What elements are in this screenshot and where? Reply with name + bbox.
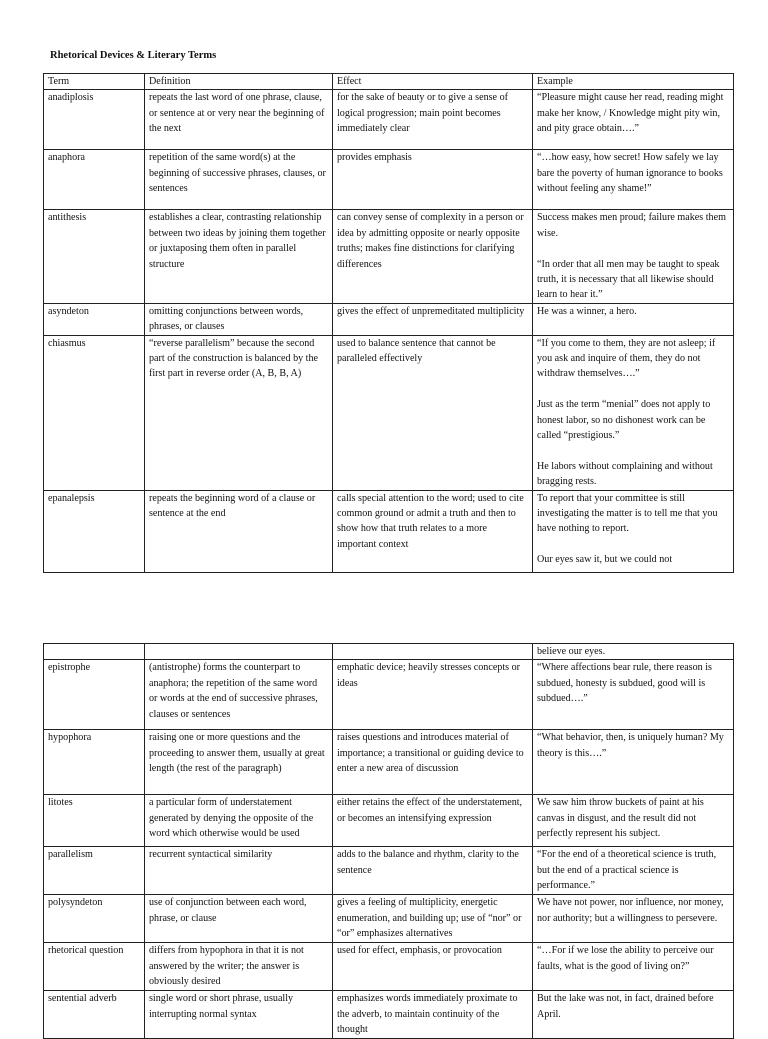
definition-cell: single word or short phrase, usually interrupting normal syntax — [145, 991, 333, 1038]
table-row — [44, 943, 734, 991]
effect-cell: used for effect, emphasis, or provocation — [333, 943, 533, 991]
example-paragraph: “…how easy, how secret! How safely we lay bare the poverty of human ignorance to books without feeling any shame!” — [537, 152, 723, 195]
term-cell: epanalepsis — [44, 490, 145, 572]
example-paragraph: Our eyes saw it, but we could not — [537, 554, 673, 566]
table-row — [44, 730, 734, 795]
term-cell: epistrophe — [44, 660, 145, 730]
table-row — [44, 847, 734, 895]
term-cell: sentential adverb — [44, 991, 145, 1038]
definition-cell: establishes a clear, contrasting relationship between two ideas by joining them together or juxtaposing them often in parallel structure — [145, 210, 333, 303]
definition-cell — [145, 644, 333, 660]
example-cell — [533, 895, 734, 943]
effect-cell — [333, 644, 533, 660]
effect-cell: emphasizes words immediately proximate to the adverb, to maintain continuity of the thought — [333, 991, 533, 1038]
example-cell — [533, 210, 734, 303]
example-paragraph: “For the end of a theoretical science is truth, but the end of a practical science is performance.” — [537, 849, 717, 892]
header-definition: Definition — [145, 74, 333, 90]
effect-cell: adds to the balance and rhythm, clarity to the sentence — [333, 847, 533, 895]
term-cell: chiasmus — [44, 335, 145, 490]
definition-cell: raising one or more questions and the proceeding to answer them, usually at great length (the rest of the paragraph) — [145, 730, 333, 795]
paragraph-gap — [537, 537, 729, 552]
example-cell — [533, 660, 734, 730]
example-cell — [533, 847, 734, 895]
term-cell: anaphora — [44, 150, 145, 210]
definition-cell: recurrent syntactical similarity — [145, 847, 333, 895]
terms-table-page-1 — [43, 73, 734, 573]
effect-cell: emphatic device; heavily stresses concepts or ideas — [333, 660, 533, 730]
example-paragraph: “In order that all men may be taught to speak truth, it is necessary that all likewise should learn to hear it.” — [537, 258, 720, 301]
effect-cell: used to balance sentence that cannot be paralleled effectively — [333, 335, 533, 490]
table-row — [44, 150, 734, 210]
definition-cell: omitting conjunctions between words, phrases, or clauses — [145, 303, 333, 335]
table-header-row — [44, 74, 734, 90]
table-row — [44, 795, 734, 847]
definition-cell: use of conjunction between each word, phrase, or clause — [145, 895, 333, 943]
table-row — [44, 303, 734, 335]
table-row — [44, 335, 734, 490]
example-paragraph: “If you come to them, they are not asleep; if you ask and inquire of them, they do not withdraw themselves….” — [537, 337, 716, 380]
paragraph-gap — [537, 443, 729, 458]
example-cell — [533, 90, 734, 150]
table-row — [44, 490, 734, 572]
table-row — [44, 660, 734, 730]
term-cell: anadiplosis — [44, 90, 145, 150]
effect-cell: can convey sense of complexity in a person or idea by admitting opposite or nearly opposite truths; makes fine distinctions for clarifying differences — [333, 210, 533, 303]
example-paragraph: He labors without complaining and without bragging rests. — [537, 460, 713, 488]
example-cell — [533, 943, 734, 991]
header-term: Term — [44, 74, 145, 90]
example-paragraph: But the lake was not, in fact, drained before April. — [537, 993, 714, 1020]
example-paragraph: To report that your committee is still investigating the matter is to tell me that you have nothing to report. — [537, 492, 718, 535]
effect-cell: either retains the effect of the understatement, or becomes an intensifying expression — [333, 795, 533, 847]
header-effect: Effect — [333, 74, 533, 90]
definition-cell: differs from hypophora in that it is not answered by the writer; the answer is obviously desired — [145, 943, 333, 991]
example-cell — [533, 150, 734, 210]
term-cell: rhetorical question — [44, 943, 145, 991]
term-cell: asyndeton — [44, 303, 145, 335]
example-paragraph: We have not power, nor influence, nor money, nor authority; but a willingness to persevere. — [537, 897, 724, 924]
example-cell — [533, 991, 734, 1038]
example-paragraph: Success makes men proud; failure makes them wise. — [537, 212, 726, 239]
page-title: Rhetorical Devices & Literary Terms — [50, 50, 217, 61]
example-paragraph: “What behavior, then, is uniquely human? My theory is this….” — [537, 732, 724, 759]
definition-cell: repeats the last word of one phrase, clause, or sentence at or very near the beginning of the next — [145, 90, 333, 150]
definition-cell: (antistrophe) forms the counterpart to anaphora; the repetition of the same word or words at the end of successive phrases, clauses or sentences — [145, 660, 333, 730]
term-cell: parallelism — [44, 847, 145, 895]
example-paragraph: We saw him throw buckets of paint at his canvas in disgust, and the result did not perfectly represent his subject. — [537, 797, 704, 840]
example-cell — [533, 490, 734, 572]
definition-cell: repeats the beginning word of a clause or sentence at the end — [145, 490, 333, 572]
term-cell: hypophora — [44, 730, 145, 795]
effect-cell: for the sake of beauty or to give a sense of logical progression; main point becomes immediately clear — [333, 90, 533, 150]
example-paragraph: believe our eyes. — [537, 646, 606, 657]
effect-cell: gives the effect of unpremeditated multiplicity — [333, 303, 533, 335]
term-cell: litotes — [44, 795, 145, 847]
definition-cell: repetition of the same word(s) at the beginning of successive phrases, clauses, or sentences — [145, 150, 333, 210]
example-cell — [533, 303, 734, 335]
example-cell — [533, 730, 734, 795]
example-cell — [533, 335, 734, 490]
table-row — [44, 90, 734, 150]
example-paragraph: “Pleasure might cause her read, reading might make her know, / Knowledge might pity win, and pity grace obtain….” — [537, 92, 724, 135]
term-cell: polysyndeton — [44, 895, 145, 943]
definition-cell: “reverse parallelism” because the second part of the construction is balanced by the first part in reverse order (A, B, B, A) — [145, 335, 333, 490]
effect-cell: provides emphasis — [333, 150, 533, 210]
effect-cell: calls special attention to the word; used to cite common ground or admit a truth and then to show how that truth relates to a more important context — [333, 490, 533, 572]
table-row — [44, 991, 734, 1038]
example-paragraph: “Where affections bear rule, there reason is subdued, honesty is subdued, good will is subdued….” — [537, 662, 712, 705]
terms-table-page-2 — [43, 643, 734, 1039]
example-cell — [533, 795, 734, 847]
example-paragraph: He was a winner, a hero. — [537, 305, 637, 317]
term-cell — [44, 644, 145, 660]
example-paragraph: Just as the term “menial” does not apply to honest labor, so no dishonest work can be called “prestigious.” — [537, 399, 711, 442]
definition-cell: a particular form of understatement generated by denying the opposite of the word which otherwise would be used — [145, 795, 333, 847]
table-row — [44, 644, 734, 660]
paragraph-gap — [537, 382, 729, 397]
effect-cell: gives a feeling of multiplicity, energetic enumeration, and building up; use of “nor” or “or” emphasizes alternatives — [333, 895, 533, 943]
header-example: Example — [533, 74, 734, 90]
term-cell: antithesis — [44, 210, 145, 303]
example-cell — [533, 644, 734, 660]
example-paragraph: “…For if we lose the ability to perceive our faults, what is the good of living on?” — [537, 945, 714, 972]
table-row — [44, 895, 734, 943]
table-row — [44, 210, 734, 303]
paragraph-gap — [537, 241, 729, 256]
effect-cell: raises questions and introduces material of importance; a transitional or guiding device to enter a new area of discussion — [333, 730, 533, 795]
